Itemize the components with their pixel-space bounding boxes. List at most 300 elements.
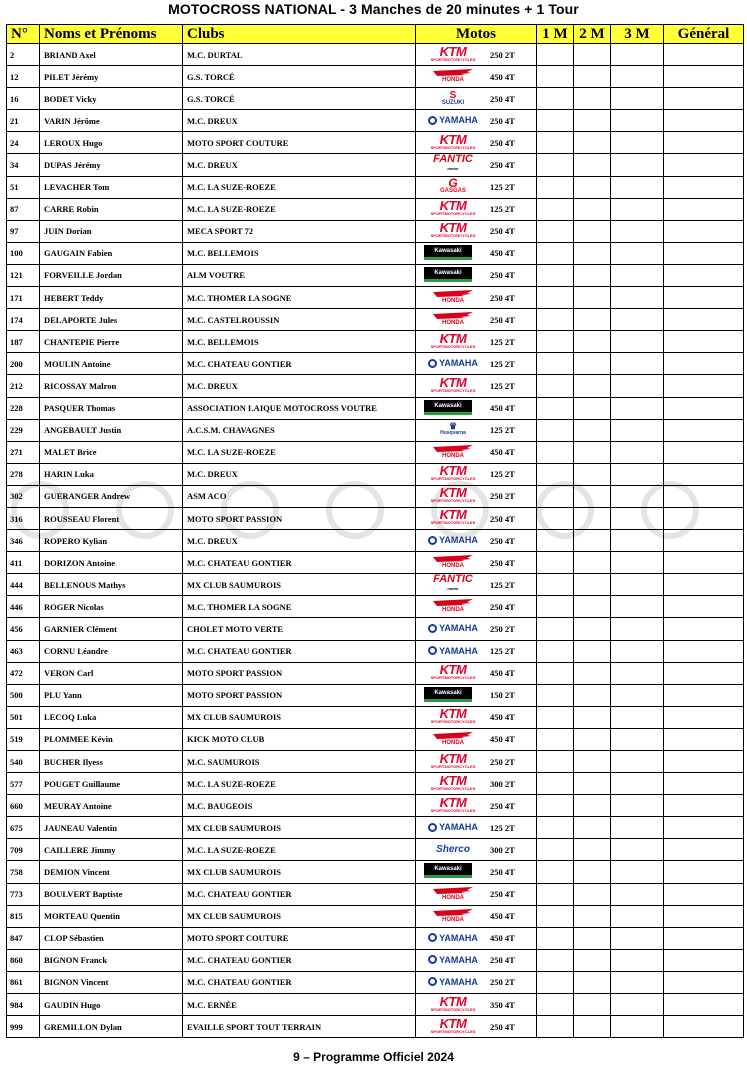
result-m2 bbox=[574, 66, 611, 88]
result-m1 bbox=[537, 44, 574, 66]
rider-moto bbox=[416, 994, 537, 1016]
rider-name: CORNU Léandre bbox=[40, 640, 183, 662]
rider-number: 51 bbox=[7, 176, 40, 198]
rider-name: HEBERT Teddy bbox=[40, 287, 183, 309]
rider-club: ASM ACO bbox=[183, 485, 416, 507]
rider-name: MORTEAU Quentin bbox=[40, 905, 183, 927]
header-club: Clubs bbox=[183, 25, 416, 44]
result-m3 bbox=[611, 198, 664, 220]
result-m2 bbox=[574, 530, 611, 552]
rider-club: M.C. CHATEAU GONTIER bbox=[183, 640, 416, 662]
header-m3: 3 M bbox=[611, 25, 664, 44]
fantic-logo: FANTIC motor bbox=[433, 573, 473, 592]
moto-spec: 250 4T bbox=[490, 115, 515, 126]
table-row bbox=[7, 463, 744, 485]
rider-moto bbox=[416, 154, 537, 176]
moto-spec: 250 4T bbox=[490, 800, 515, 811]
table-row bbox=[7, 1016, 744, 1038]
honda-logo: HONDA bbox=[424, 886, 482, 902]
rider-moto bbox=[416, 927, 537, 949]
ktm-logo: KTM SPORTMOTORCYCLES bbox=[430, 507, 476, 526]
rider-moto bbox=[416, 817, 537, 839]
rider-moto bbox=[416, 176, 537, 198]
rider-name: MOULIN Antoine bbox=[40, 353, 183, 375]
result-m3 bbox=[611, 817, 664, 839]
result-m3 bbox=[611, 751, 664, 773]
rider-club: A.C.S.M. CHAVAGNES bbox=[183, 419, 416, 441]
table-row bbox=[7, 861, 744, 883]
moto-spec: 450 4T bbox=[490, 248, 515, 259]
rider-moto bbox=[416, 751, 537, 773]
rider-moto bbox=[416, 88, 537, 110]
rider-moto bbox=[416, 198, 537, 220]
moto-spec: 250 4T bbox=[490, 137, 515, 148]
suzuki-logo: S SUZUKI bbox=[441, 89, 465, 106]
result-m1 bbox=[537, 994, 574, 1016]
rider-number: 100 bbox=[7, 242, 40, 264]
result-general bbox=[664, 463, 744, 485]
rider-name: VERON Carl bbox=[40, 662, 183, 684]
table-row bbox=[7, 66, 744, 88]
rider-name: BODET Vicky bbox=[40, 88, 183, 110]
rider-name: VARIN Jérôme bbox=[40, 110, 183, 132]
yamaha-logo: YAMAHA bbox=[424, 643, 482, 659]
moto-spec: 450 4T bbox=[490, 933, 515, 944]
result-m1 bbox=[537, 264, 574, 286]
honda-logo: HONDA bbox=[424, 289, 482, 305]
result-m2 bbox=[574, 132, 611, 154]
result-m2 bbox=[574, 331, 611, 353]
rider-number: 472 bbox=[7, 662, 40, 684]
result-m2 bbox=[574, 110, 611, 132]
result-m3 bbox=[611, 1016, 664, 1038]
result-m1 bbox=[537, 817, 574, 839]
result-m3 bbox=[611, 530, 664, 552]
rider-club: M.C. CHATEAU GONTIER bbox=[183, 971, 416, 993]
result-m3 bbox=[611, 994, 664, 1016]
table-row bbox=[7, 552, 744, 574]
table-row bbox=[7, 110, 744, 132]
rider-club: M.C. BAUGEOIS bbox=[183, 795, 416, 817]
page-title: MOTOCROSS NATIONAL - 3 Manches de 20 minutes + 1 Tour bbox=[168, 1, 579, 17]
result-m2 bbox=[574, 905, 611, 927]
rider-moto bbox=[416, 331, 537, 353]
result-m1 bbox=[537, 507, 574, 529]
moto-spec: 125 2T bbox=[490, 336, 515, 347]
yamaha-logo: YAMAHA bbox=[424, 355, 482, 371]
rider-moto bbox=[416, 883, 537, 905]
moto-spec: 450 4T bbox=[490, 403, 515, 414]
table-row bbox=[7, 44, 744, 66]
result-m1 bbox=[537, 331, 574, 353]
result-m2 bbox=[574, 662, 611, 684]
rider-name: PASQUER Thomas bbox=[40, 397, 183, 419]
rider-name: CLOP Sébastien bbox=[40, 927, 183, 949]
table-row bbox=[7, 242, 744, 264]
kawasaki-logo: Kawasaki bbox=[424, 267, 472, 282]
table-row bbox=[7, 441, 744, 463]
rider-number: 860 bbox=[7, 949, 40, 971]
moto-spec: 450 4T bbox=[490, 71, 515, 82]
table-body bbox=[7, 44, 744, 1038]
table-row bbox=[7, 198, 744, 220]
result-m3 bbox=[611, 419, 664, 441]
rider-moto bbox=[416, 905, 537, 927]
table-row bbox=[7, 706, 744, 728]
moto-spec: 125 2T bbox=[490, 646, 515, 657]
rider-moto bbox=[416, 419, 537, 441]
result-m3 bbox=[611, 883, 664, 905]
rider-club: MX CLUB SAUMUROIS bbox=[183, 905, 416, 927]
result-m1 bbox=[537, 441, 574, 463]
rider-moto bbox=[416, 618, 537, 640]
table-row bbox=[7, 994, 744, 1016]
table-row bbox=[7, 927, 744, 949]
result-m3 bbox=[611, 441, 664, 463]
result-general bbox=[664, 861, 744, 883]
rider-club: MOTO SPORT PASSION bbox=[183, 662, 416, 684]
rider-moto bbox=[416, 66, 537, 88]
table-row bbox=[7, 662, 744, 684]
rider-number: 174 bbox=[7, 309, 40, 331]
result-m1 bbox=[537, 66, 574, 88]
rider-club: MX CLUB SAUMUROIS bbox=[183, 574, 416, 596]
rider-name: ANGEBAULT Justin bbox=[40, 419, 183, 441]
result-m3 bbox=[611, 662, 664, 684]
table-row bbox=[7, 949, 744, 971]
result-m3 bbox=[611, 927, 664, 949]
rider-name: LEROUX Hugo bbox=[40, 132, 183, 154]
rider-moto bbox=[416, 662, 537, 684]
result-m2 bbox=[574, 287, 611, 309]
result-general bbox=[664, 176, 744, 198]
rider-club: M.C. BELLEMOIS bbox=[183, 331, 416, 353]
rider-number: 463 bbox=[7, 640, 40, 662]
result-m3 bbox=[611, 44, 664, 66]
rider-number: 16 bbox=[7, 88, 40, 110]
riders-table bbox=[6, 24, 744, 1038]
rider-club: G.S. TORCÉ bbox=[183, 88, 416, 110]
rider-club: M.C. DURTAL bbox=[183, 44, 416, 66]
page-footer: 9 – Programme Officiel 2024 bbox=[293, 1050, 454, 1064]
result-general bbox=[664, 684, 744, 706]
honda-logo: HONDA bbox=[424, 554, 482, 570]
rider-number: 709 bbox=[7, 839, 40, 861]
rider-club: M.C. LA SUZE-ROEZE bbox=[183, 198, 416, 220]
header-num: N° bbox=[7, 25, 40, 44]
header-name: Noms et Prénoms bbox=[40, 25, 183, 44]
honda-logo: HONDA bbox=[424, 908, 482, 924]
moto-spec: 450 4T bbox=[490, 668, 515, 679]
rider-club: ALM VOUTRE bbox=[183, 264, 416, 286]
table-row bbox=[7, 507, 744, 529]
result-general bbox=[664, 154, 744, 176]
ktm-logo: KTM SPORTMOTORCYCLES bbox=[430, 485, 476, 504]
rider-moto bbox=[416, 242, 537, 264]
result-m2 bbox=[574, 264, 611, 286]
result-m2 bbox=[574, 640, 611, 662]
rider-moto bbox=[416, 110, 537, 132]
rider-name: MEURAY Antoine bbox=[40, 795, 183, 817]
result-m1 bbox=[537, 640, 574, 662]
result-m1 bbox=[537, 905, 574, 927]
result-m3 bbox=[611, 220, 664, 242]
result-m3 bbox=[611, 640, 664, 662]
rider-name: BIGNON Franck bbox=[40, 949, 183, 971]
moto-spec: 450 4T bbox=[490, 911, 515, 922]
moto-spec: 250 4T bbox=[490, 601, 515, 612]
table-row bbox=[7, 839, 744, 861]
result-m3 bbox=[611, 706, 664, 728]
result-m2 bbox=[574, 994, 611, 1016]
result-m2 bbox=[574, 949, 611, 971]
result-m1 bbox=[537, 176, 574, 198]
rider-moto bbox=[416, 44, 537, 66]
result-general bbox=[664, 66, 744, 88]
rider-name: PLOMMEE Kévin bbox=[40, 728, 183, 750]
rider-moto bbox=[416, 552, 537, 574]
result-m3 bbox=[611, 861, 664, 883]
moto-spec: 125 2T bbox=[490, 469, 515, 480]
moto-spec: 250 2T bbox=[490, 623, 515, 634]
kawasaki-logo: Kawasaki bbox=[424, 687, 472, 702]
yamaha-logo: YAMAHA bbox=[424, 930, 482, 946]
rider-club: M.C. LA SUZE-ROEZE bbox=[183, 176, 416, 198]
rider-club: M.C. LA SUZE-ROEZE bbox=[183, 773, 416, 795]
result-general bbox=[664, 485, 744, 507]
table-row bbox=[7, 574, 744, 596]
moto-spec: 300 2T bbox=[490, 778, 515, 789]
result-general bbox=[664, 530, 744, 552]
result-m2 bbox=[574, 242, 611, 264]
result-general bbox=[664, 441, 744, 463]
result-general bbox=[664, 905, 744, 927]
rider-club: M.C. DREUX bbox=[183, 110, 416, 132]
moto-spec: 250 4T bbox=[490, 889, 515, 900]
result-m1 bbox=[537, 971, 574, 993]
result-m1 bbox=[537, 353, 574, 375]
table-row bbox=[7, 773, 744, 795]
rider-number: 660 bbox=[7, 795, 40, 817]
moto-spec: 250 4T bbox=[490, 513, 515, 524]
result-m2 bbox=[574, 397, 611, 419]
result-m2 bbox=[574, 198, 611, 220]
table-row bbox=[7, 883, 744, 905]
rider-club: KICK MOTO CLUB bbox=[183, 728, 416, 750]
result-general bbox=[664, 596, 744, 618]
result-m3 bbox=[611, 684, 664, 706]
table-row bbox=[7, 331, 744, 353]
result-m1 bbox=[537, 684, 574, 706]
moto-spec: 150 2T bbox=[490, 690, 515, 701]
rider-moto bbox=[416, 795, 537, 817]
result-m1 bbox=[537, 88, 574, 110]
rider-name: HARIN Luka bbox=[40, 463, 183, 485]
result-m3 bbox=[611, 88, 664, 110]
result-m3 bbox=[611, 287, 664, 309]
moto-spec: 125 2T bbox=[490, 182, 515, 193]
result-m2 bbox=[574, 795, 611, 817]
rider-name: ROGER Nicolas bbox=[40, 596, 183, 618]
rider-club: MOTO SPORT PASSION bbox=[183, 684, 416, 706]
result-m1 bbox=[537, 883, 574, 905]
rider-number: 456 bbox=[7, 618, 40, 640]
result-m1 bbox=[537, 574, 574, 596]
result-m2 bbox=[574, 596, 611, 618]
result-m1 bbox=[537, 242, 574, 264]
rider-club: MX CLUB SAUMUROIS bbox=[183, 817, 416, 839]
table-row bbox=[7, 817, 744, 839]
result-m3 bbox=[611, 66, 664, 88]
rider-name: DUPAS Jérémy bbox=[40, 154, 183, 176]
result-m3 bbox=[611, 839, 664, 861]
rider-club: MOTO SPORT PASSION bbox=[183, 507, 416, 529]
rider-number: 444 bbox=[7, 574, 40, 596]
rider-name: ROUSSEAU Florent bbox=[40, 507, 183, 529]
rider-name: ROPERO Kylian bbox=[40, 530, 183, 552]
table-row bbox=[7, 309, 744, 331]
result-m3 bbox=[611, 971, 664, 993]
result-m1 bbox=[537, 861, 574, 883]
rider-name: DORIZON Antoine bbox=[40, 552, 183, 574]
moto-spec: 250 2T bbox=[490, 756, 515, 767]
table-header-row bbox=[7, 25, 744, 44]
table-row bbox=[7, 684, 744, 706]
moto-spec: 350 4T bbox=[490, 999, 515, 1010]
rider-name: PILET Jérémy bbox=[40, 66, 183, 88]
honda-logo: HONDA bbox=[424, 731, 482, 747]
rider-club: M.C. BELLEMOIS bbox=[183, 242, 416, 264]
table-row bbox=[7, 971, 744, 993]
honda-logo: HONDA bbox=[424, 311, 482, 327]
rider-moto bbox=[416, 530, 537, 552]
table-row bbox=[7, 640, 744, 662]
result-general bbox=[664, 132, 744, 154]
result-general bbox=[664, 773, 744, 795]
rider-number: 24 bbox=[7, 132, 40, 154]
rider-club: M.C. CHATEAU GONTIER bbox=[183, 883, 416, 905]
result-general bbox=[664, 706, 744, 728]
table-row bbox=[7, 728, 744, 750]
rider-number: 847 bbox=[7, 927, 40, 949]
result-m3 bbox=[611, 176, 664, 198]
result-m3 bbox=[611, 264, 664, 286]
result-general bbox=[664, 397, 744, 419]
rider-name: BIGNON Vincent bbox=[40, 971, 183, 993]
rider-club: EVAILLE SPORT TOUT TERRAIN bbox=[183, 1016, 416, 1038]
table-row bbox=[7, 596, 744, 618]
result-m2 bbox=[574, 927, 611, 949]
moto-spec: 125 2T bbox=[490, 358, 515, 369]
rider-moto bbox=[416, 375, 537, 397]
table-row bbox=[7, 353, 744, 375]
result-m2 bbox=[574, 309, 611, 331]
rider-number: 815 bbox=[7, 905, 40, 927]
ktm-logo: KTM SPORTMOTORCYCLES bbox=[430, 463, 476, 482]
honda-logo: HONDA bbox=[424, 444, 482, 460]
rider-number: 97 bbox=[7, 220, 40, 242]
rider-number: 187 bbox=[7, 331, 40, 353]
rider-number: 500 bbox=[7, 684, 40, 706]
rider-name: DELAPORTE Jules bbox=[40, 309, 183, 331]
ktm-logo: KTM SPORTMOTORCYCLES bbox=[430, 131, 476, 150]
header-m1: 1 M bbox=[537, 25, 574, 44]
rider-number: 200 bbox=[7, 353, 40, 375]
result-m2 bbox=[574, 706, 611, 728]
rider-number: 999 bbox=[7, 1016, 40, 1038]
rider-name: LEVACHER Tom bbox=[40, 176, 183, 198]
kawasaki-logo: Kawasaki bbox=[424, 863, 472, 878]
result-m2 bbox=[574, 839, 611, 861]
result-m1 bbox=[537, 751, 574, 773]
rider-club: M.C. LA SUZE-ROEZE bbox=[183, 441, 416, 463]
result-general bbox=[664, 574, 744, 596]
sherco-logo: Sherco bbox=[436, 843, 470, 855]
result-m2 bbox=[574, 552, 611, 574]
header-moto: Motos bbox=[416, 25, 537, 44]
rider-number: 984 bbox=[7, 994, 40, 1016]
result-m1 bbox=[537, 773, 574, 795]
rider-club: MOTO SPORT COUTURE bbox=[183, 927, 416, 949]
rider-name: JAUNEAU Valentin bbox=[40, 817, 183, 839]
ktm-logo: KTM SPORTMOTORCYCLES bbox=[430, 374, 476, 393]
moto-spec: 125 2T bbox=[490, 204, 515, 215]
rider-name: MALET Brice bbox=[40, 441, 183, 463]
result-general bbox=[664, 1016, 744, 1038]
result-m2 bbox=[574, 817, 611, 839]
result-m2 bbox=[574, 861, 611, 883]
result-m3 bbox=[611, 795, 664, 817]
rider-number: 519 bbox=[7, 728, 40, 750]
rider-name: CAILLERE Jimmy bbox=[40, 839, 183, 861]
result-general bbox=[664, 242, 744, 264]
ktm-logo: KTM SPORTMOTORCYCLES bbox=[430, 706, 476, 725]
result-m3 bbox=[611, 110, 664, 132]
moto-spec: 250 4T bbox=[490, 270, 515, 281]
result-general bbox=[664, 353, 744, 375]
rider-name: BELLENOUS Mathys bbox=[40, 574, 183, 596]
rider-number: 316 bbox=[7, 507, 40, 529]
rider-number: 773 bbox=[7, 883, 40, 905]
rider-moto bbox=[416, 574, 537, 596]
result-general bbox=[664, 331, 744, 353]
rider-moto bbox=[416, 309, 537, 331]
rider-number: 229 bbox=[7, 419, 40, 441]
ktm-logo: KTM SPORTMOTORCYCLES bbox=[430, 993, 476, 1012]
rider-club: M.C. CASTELROUSSIN bbox=[183, 309, 416, 331]
yamaha-logo: YAMAHA bbox=[424, 620, 482, 636]
rider-club: M.C. ERNÉE bbox=[183, 994, 416, 1016]
rider-club: M.C. DREUX bbox=[183, 154, 416, 176]
result-m1 bbox=[537, 309, 574, 331]
result-m2 bbox=[574, 441, 611, 463]
result-general bbox=[664, 994, 744, 1016]
rider-moto bbox=[416, 507, 537, 529]
result-m3 bbox=[611, 463, 664, 485]
rider-number: 121 bbox=[7, 264, 40, 286]
rider-club: M.C. CHATEAU GONTIER bbox=[183, 949, 416, 971]
yamaha-logo: YAMAHA bbox=[424, 952, 482, 968]
rider-name: BRIAND Axel bbox=[40, 44, 183, 66]
result-general bbox=[664, 198, 744, 220]
table-row bbox=[7, 176, 744, 198]
table-row bbox=[7, 530, 744, 552]
moto-spec: 125 2T bbox=[490, 579, 515, 590]
rider-club: M.C. DREUX bbox=[183, 375, 416, 397]
result-m2 bbox=[574, 154, 611, 176]
rider-name: CARRE Robin bbox=[40, 198, 183, 220]
result-general bbox=[664, 971, 744, 993]
